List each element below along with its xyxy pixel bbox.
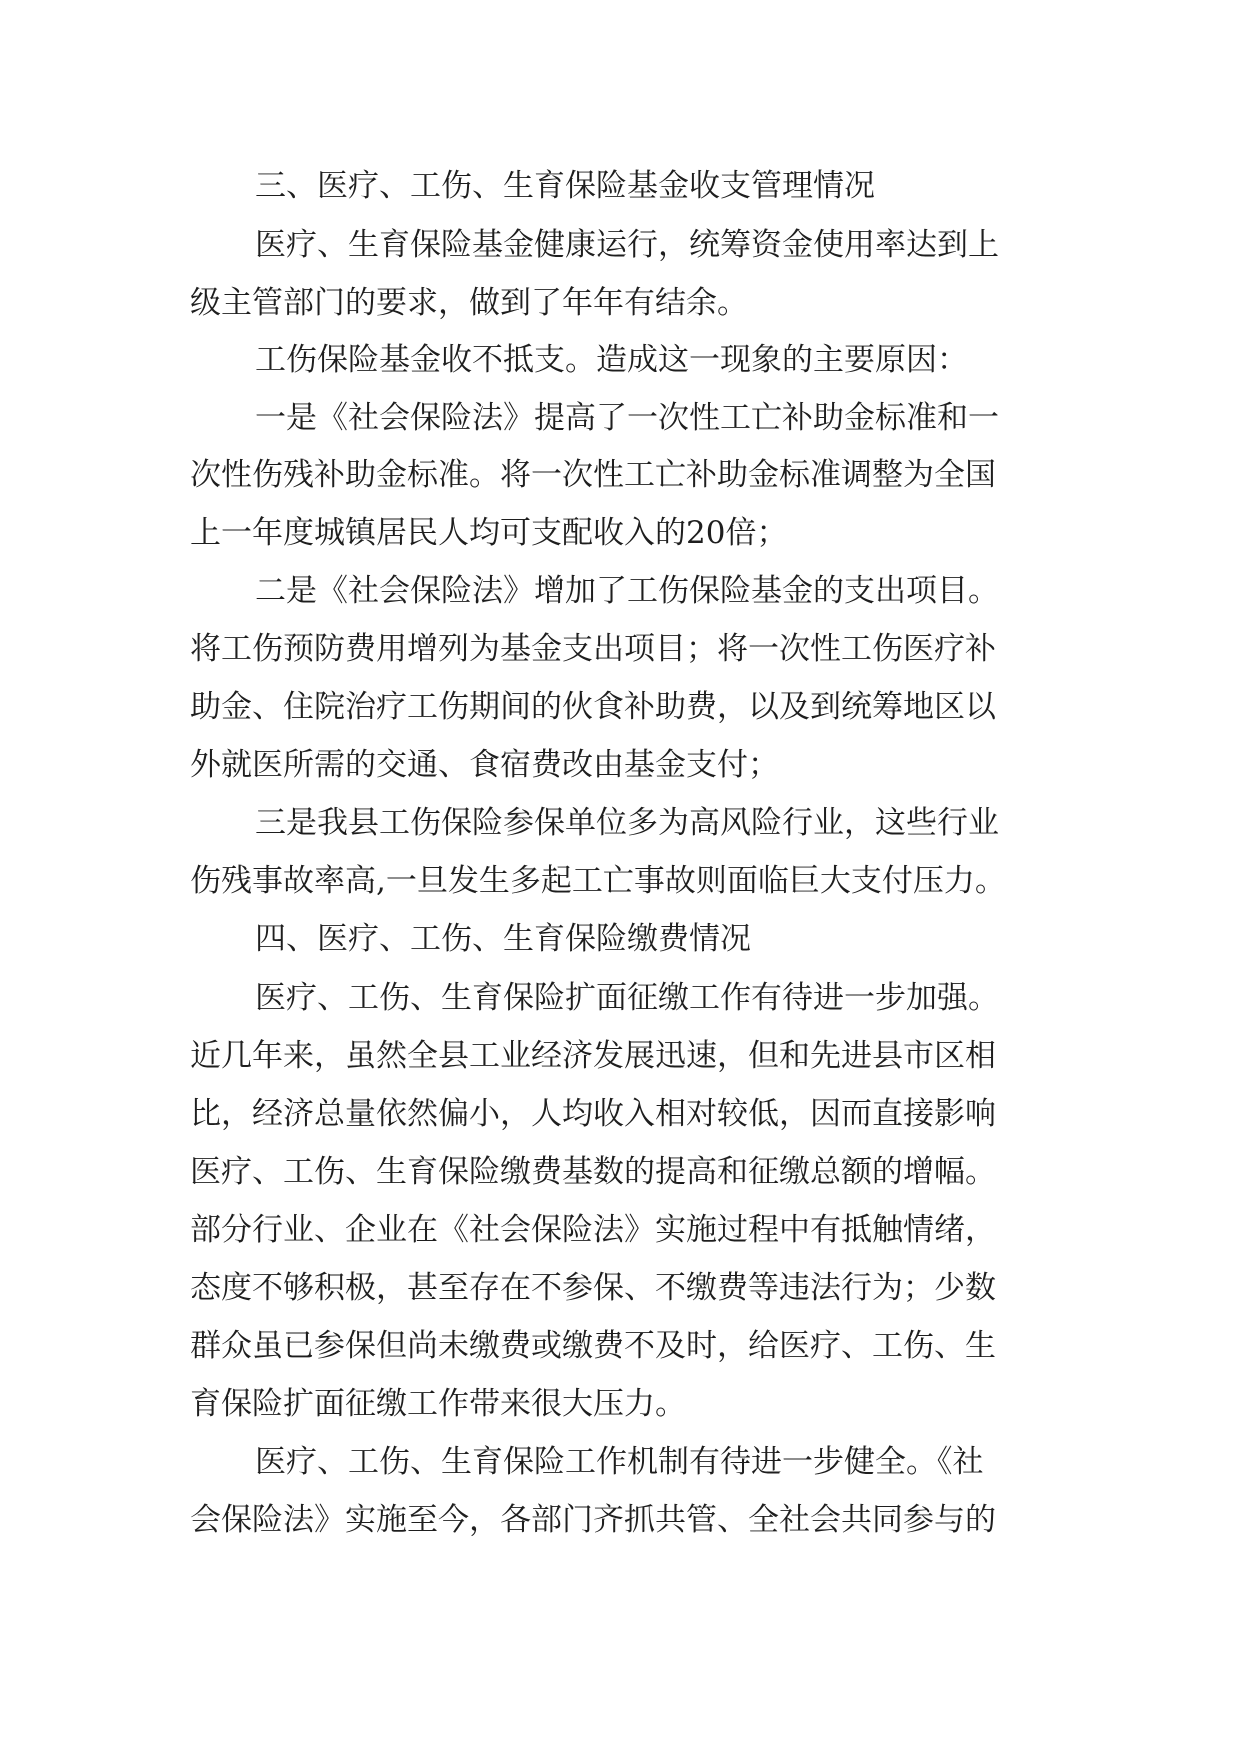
text-line: 医疗、生育保险基金健康运行，统筹资金使用率达到上	[255, 227, 999, 263]
text-line: 比，经济总量依然偏小，人均收入相对较低，因而直接影响	[190, 1096, 996, 1132]
text-line: 医疗、工伤、生育保险缴费基数的提高和征缴总额的增幅。	[190, 1154, 996, 1190]
text-line: 伤残事故率高,一旦发生多起工亡事故则面临巨大支付压力。	[190, 863, 1006, 899]
section-heading-3: 三、医疗、工伤、生育保险基金收支管理情况	[255, 168, 875, 204]
text-line: 育保险扩面征缴工作带来很大压力。	[190, 1386, 686, 1422]
text-line: 会保险法》实施至今，各部门齐抓共管、全社会共同参与的	[190, 1502, 996, 1538]
text-line: 将工伤预防费用增列为基金支出项目；将一次性工伤医疗补	[190, 631, 996, 667]
text-line: 助金、住院治疗工伤期间的伙食补助费，以及到统筹地区以	[190, 689, 996, 725]
text-line: 外就医所需的交通、食宿费改由基金支付；	[190, 747, 779, 783]
text-line: 一是《社会保险法》提高了一次性工亡补助金标准和一	[255, 400, 999, 436]
text-line: 医疗、工伤、生育保险扩面征缴工作有待进一步加强。	[255, 980, 999, 1016]
text-line: 次性伤残补助金标准。将一次性工亡补助金标准调整为全国	[190, 457, 996, 493]
text-line: 态度不够积极，甚至存在不参保、不缴费等违法行为；少数	[190, 1270, 996, 1306]
text-line: 医疗、工伤、生育保险工作机制有待进一步健全。《社	[255, 1444, 984, 1480]
text-line: 级主管部门的要求，做到了年年有结余。	[190, 285, 748, 321]
text-line: 近几年来，虽然全县工业经济发展迅速，但和先进县市区相	[190, 1038, 996, 1074]
text-line: 二是《社会保险法》增加了工伤保险基金的支出项目。	[255, 573, 999, 609]
text-line: 部分行业、企业在《社会保险法》实施过程中有抵触情绪，	[190, 1212, 996, 1248]
text-line: 三是我县工伤保险参保单位多为高风险行业，这些行业	[255, 805, 999, 841]
text-line: 工伤保险基金收不抵支。造成这一现象的主要原因：	[255, 342, 968, 378]
section-heading-4: 四、医疗、工伤、生育保险缴费情况	[255, 921, 751, 957]
text-line: 群众虽已参保但尚未缴费或缴费不及时，给医疗、工伤、生	[190, 1328, 996, 1364]
text-line: 上一年度城镇居民人均可支配收入的20倍；	[190, 515, 788, 551]
